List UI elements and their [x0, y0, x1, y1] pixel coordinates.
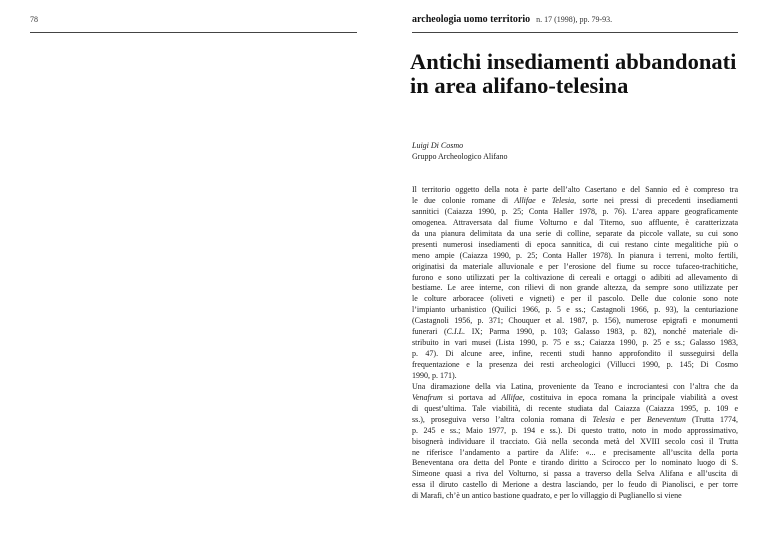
- right-header-rule: [412, 32, 738, 33]
- body-line: di quest’ultima. Tale viabilità, di recente studiata dal Caiazza (Caiazza 1995, p. 109 e: [412, 403, 738, 413]
- journal-issue: n. 17 (1998), pp. 79-93.: [536, 15, 613, 24]
- author-affiliation: Gruppo Archeologico Alifano: [412, 152, 508, 161]
- title-line: in area alifano-telesina: [410, 73, 629, 98]
- body-line: p. 47). Di alcune aree, infine, recenti studi hanno approfondito il susseguirsi della: [412, 349, 738, 359]
- body-line: meno ampie (Caiazza 1990, p. 25; Conta Haller 1978). In pianura i terreni, molto fertili,: [412, 250, 738, 260]
- body-line: le colture arboracee (oliveti e vigneti) e per il pascolo. Delle due colonie sono note: [412, 294, 738, 304]
- author-name: Luigi Di Cosmo: [412, 141, 464, 150]
- article-title: [410, 50, 740, 98]
- body-line: di Marafi, ch’è un antico bastione quadrato, e per lo villaggio di Puglianello si viene: [412, 491, 682, 501]
- body-line: Venafrum si portava ad Allifae, costituiva in epoca romana la principale viabilità a ovest: [412, 392, 738, 402]
- body-line: bestiame. Le aree interne, con rilievi di non grande altezza, da sempre sono utilizzate per: [412, 283, 738, 293]
- left-header-rule: [30, 32, 357, 33]
- body-line: ne riferisce l’andamento a partire da Alife: «... e precisamente all’uscita della porta: [412, 447, 738, 457]
- body-line: sannitici (Caiazza 1990, p. 25; Conta Haller 1978, p. 76). L’area appare geograficamente: [412, 206, 738, 216]
- body-line: essa il diruto castello di Merione a destra lasciando, per lo feudo di Pianolisci, e per torre: [412, 480, 738, 490]
- body-line: funerari (C.I.L. IX; Parma 1990, p. 103; Galasso 1983, p. 82), nonché materiale di-: [412, 327, 738, 337]
- body-line: (Castagnoli 1956, p. 371; Chouquer et al. 1987, p. 156), numerose epigrafi e monumenti: [412, 316, 738, 326]
- body-line: 1990, p. 171).: [412, 370, 457, 380]
- journal-name: archeologia uomo territorio: [412, 14, 531, 25]
- body-line: omogenea. Attraversata dal fiume Volturno e dal Titerno, suo affluente, è caratterizzata: [412, 217, 738, 227]
- body-line: furono e sono utilizzati per la coltivazione di cereali e ortaggi o adibiti ad allevamento di: [412, 272, 738, 282]
- body-text: [412, 185, 738, 502]
- body-line: l’impianto urbanistico (Quilici 1966, p. 5 e ss.; Castagnoli 1966, p. 93), la centuriazione: [412, 305, 738, 315]
- body-line: originatisi da materiale alluvionale e per l’erosione del fiume su rocce tufaceo-trachitiche,: [412, 261, 738, 271]
- body-line: ss.), proseguiva verso l’altra colonia romana di Telesia e per Beneventum (Trutta 1774,: [412, 414, 738, 424]
- body-line: Il territorio oggetto della nota è parte dell’alto Casertano e del Sannio ed è compreso tra: [412, 185, 738, 194]
- body-line: bisognerà individuare il tracciato. Già nella seconda metà del XVIII secolo così il Trutta: [412, 436, 738, 446]
- body-line: Simeone quasi a riva del Volturno, si passa a traverso della Selva Alifana e all’uscita di: [412, 469, 738, 479]
- body-line: Beneventana ora detta del Ponte e tirando diritto a Scirocco per lo nominato luogo di S.: [412, 458, 738, 468]
- body-line: presenti numerosi insediamenti di epoca sannitica, di cui restano cinte megalitiche più o: [412, 239, 738, 249]
- journal-header: [412, 14, 612, 25]
- page-number: 78: [30, 15, 38, 24]
- body-line: stribuito in vari musei (Lista 1990, p. 75 e ss.; Caiazza 1990, p. 25 e ss.; Galasso 1983,: [412, 338, 738, 348]
- title-line: Antichi insediamenti abbandonati: [410, 49, 737, 74]
- body-line: frequentazione e la presenza dei resti archeologici (Villucci 1990, p. 145; Di Cosmo: [412, 360, 738, 369]
- body-line: Una diramazione della via Latina, proveniente da Teano e incrociantesi con l’altra che da: [412, 381, 738, 391]
- body-line: p. 245 e ss.; Maio 1977, p. 194 e ss.). Di questo tratto, noto in modo approssimativo,: [412, 425, 738, 435]
- body-line: le due colonie romane di Allifae e Telesia, sorte nei pressi di precedenti insediamenti: [412, 195, 738, 205]
- body-line: da una pianura delimitata da una serie di colline, separate da piccole vallate, su cui sono: [412, 228, 738, 238]
